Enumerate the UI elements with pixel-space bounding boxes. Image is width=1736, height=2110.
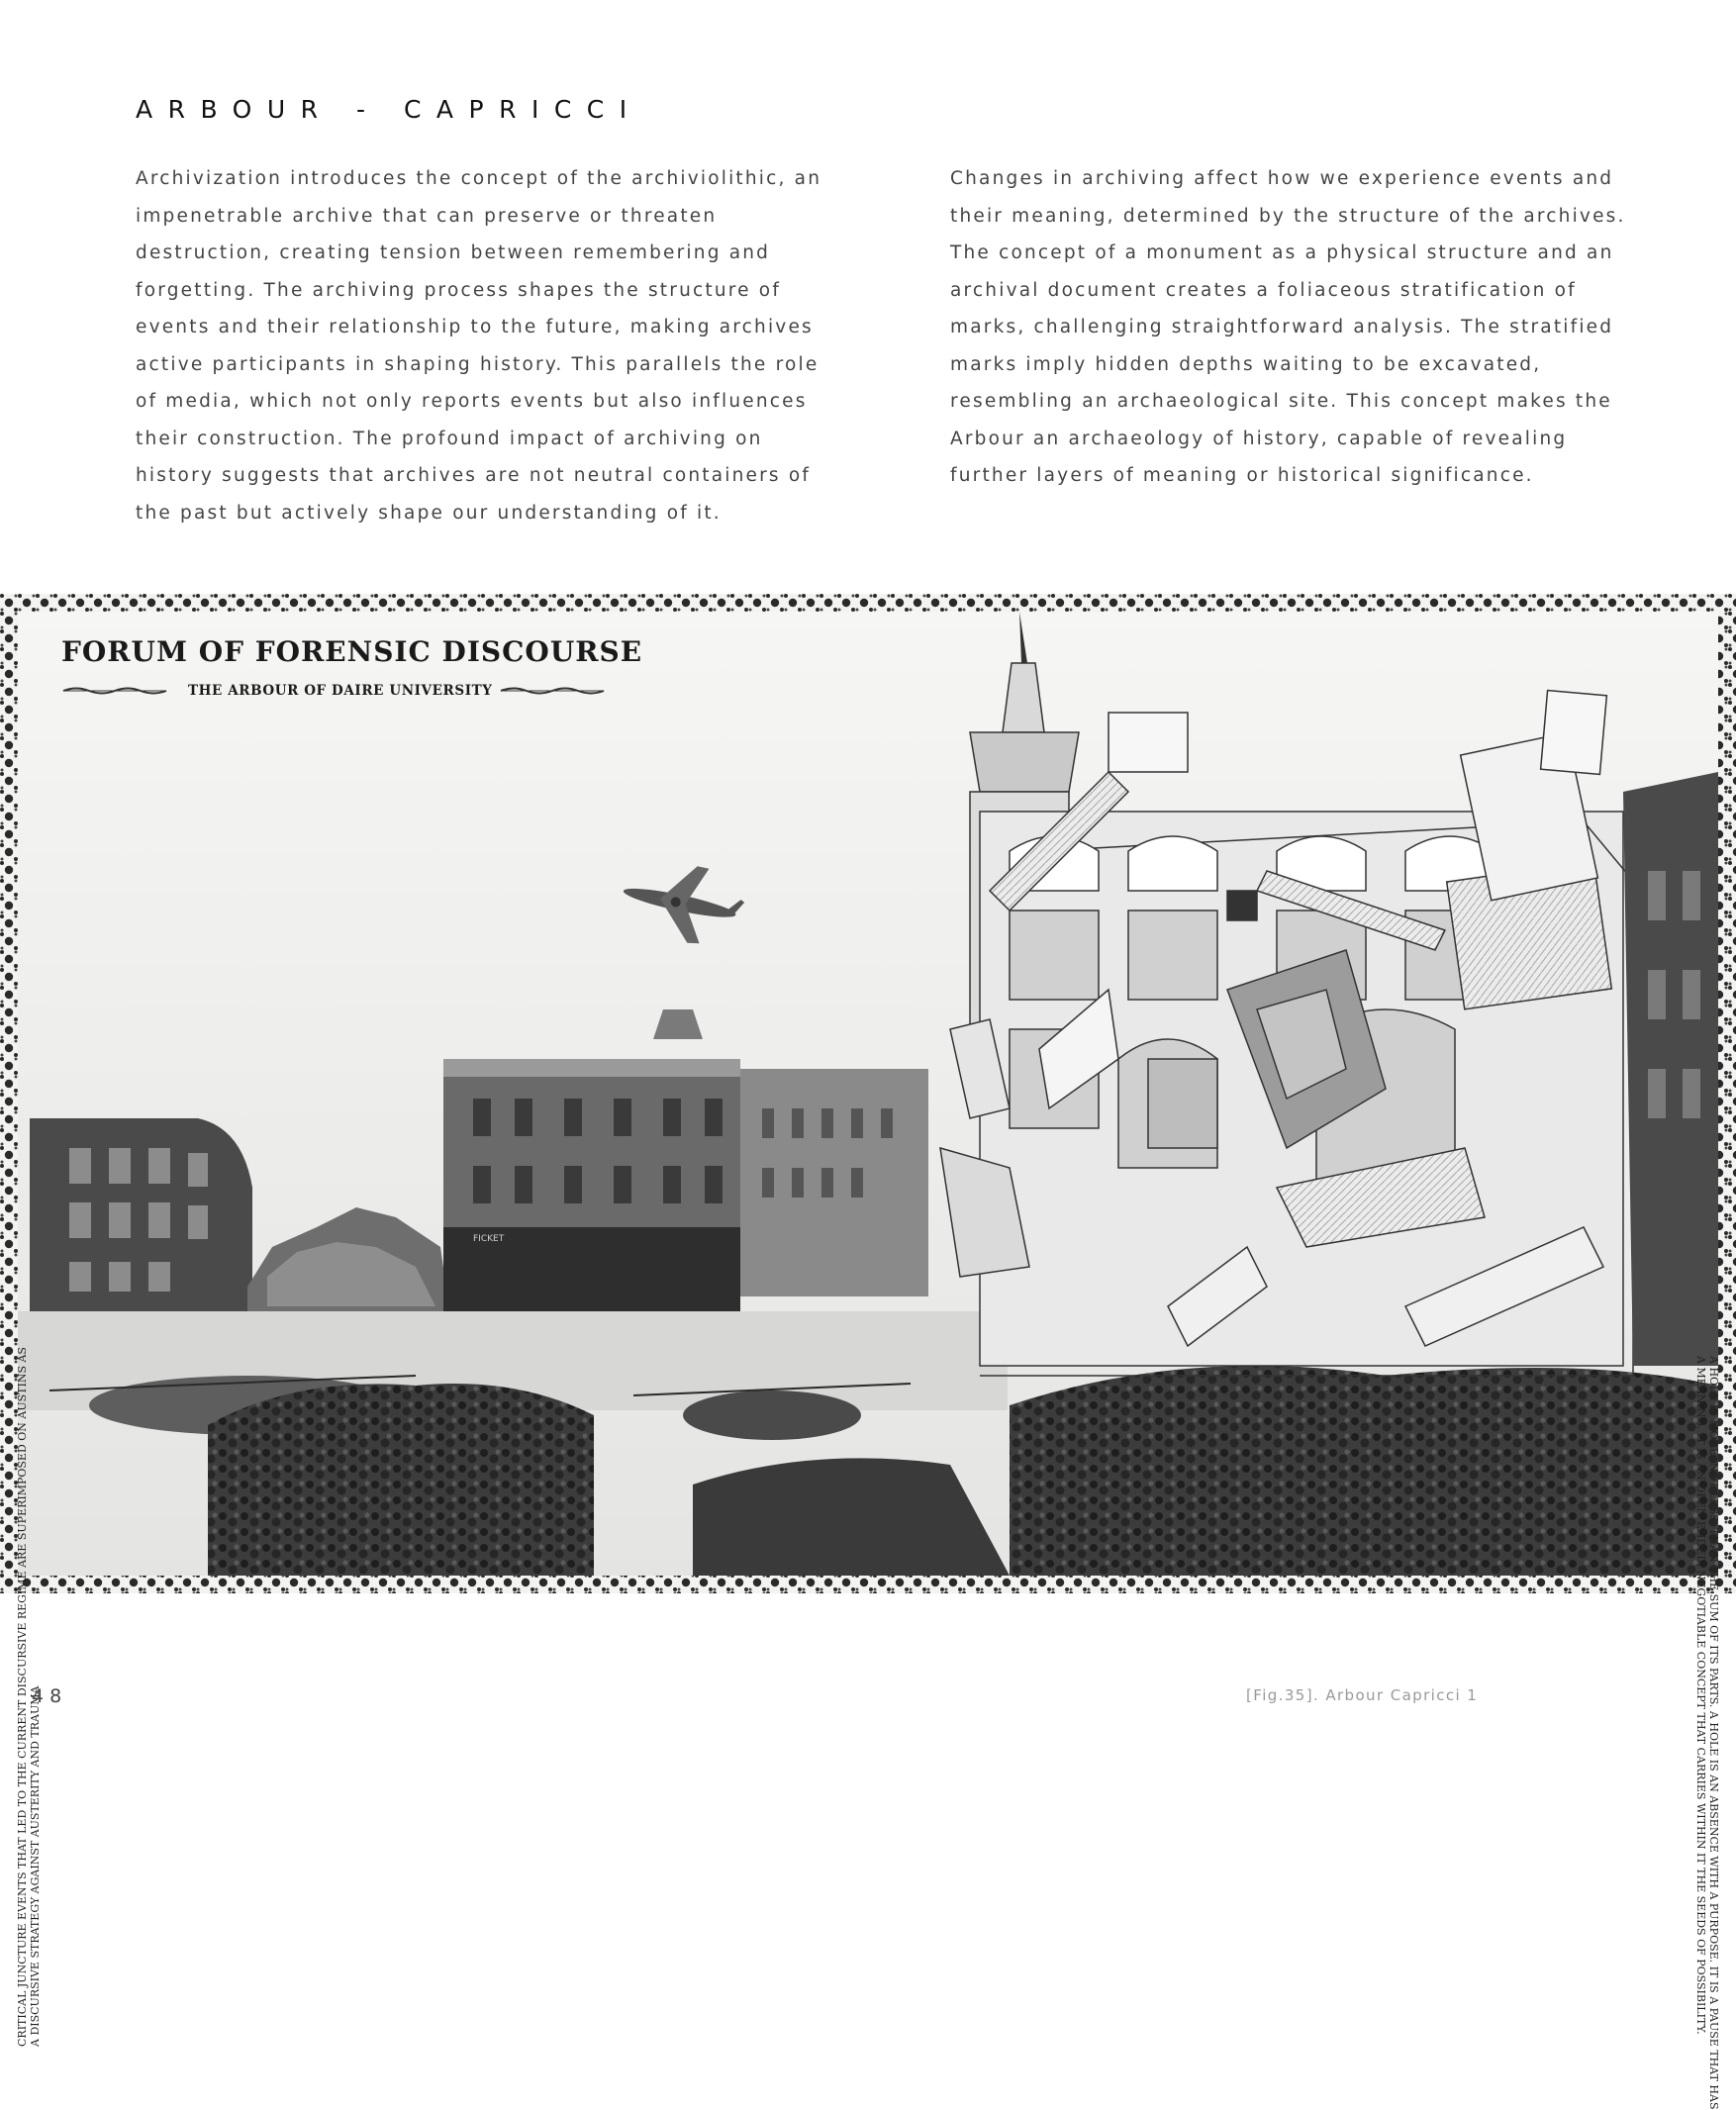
figure-subtitle: THE ARBOUR OF DAIRE UNIVERSITY — [188, 683, 493, 699]
page-title: ARBOUR - CAPRICCI — [136, 95, 642, 124]
collage-artwork — [0, 594, 1736, 1593]
page-number: 48 — [32, 1685, 68, 1707]
body-paragraph-left: Archivization introduces the concept of the archiviolithic, an impenetrable archive that can preserve or threaten destruction, creating tension between remembering and forgetting. The archiving process shapes the structure of events and their relationship to the future, making archives active participants in shaping history. This parallels the role of media, which not only reports events but also influences their construction. The profound impact of archiving on history suggests that archives are not neutral containers of the past but actively shape our understanding of it. — [136, 168, 822, 524]
figure-title: FORUM OF FORENSIC DISCOURSE — [61, 635, 643, 668]
title-ornament-left — [63, 686, 166, 696]
title-ornament-right — [501, 686, 604, 696]
side-text-right-content: A HOLE IS MORE, NOT LESS, THAN THE SUM OF ITS PARTS. A HOLE IS AN ABSENCE WITH A PURPOSE. IT IS A PAUSE THAT HAS A MEANING. IT IS AN OPEN ENDED, NEGOTIABLE CONCEPT THAT CARRIES WITHIN IT THE SEEDS OF POSSIBILITY. — [1694, 1356, 1720, 2110]
side-text-right — [1694, 1356, 1720, 2110]
shop-sign: FICKET — [473, 1234, 505, 1244]
body-paragraph-right: Changes in archiving affect how we experience events and their meaning, determined by the structure of the archives. The concept of a monument as a physical structure and an archival document creates a foliaceous stratification of marks, challenging straightforward analysis. The stratified marks imply hidden depths waiting to be excavated, resembling an archaeological site. This concept makes the Arbour an archaeology of history, capable of revealing further layers of meaning or historical significance. — [950, 168, 1626, 486]
side-text-left-content: CRITICAL JUNCTURE EVENTS THAT LED TO THE CURRENT DISCURSIVE REGIME ARE SUPERIMPOSED ON AUSTINS AS A DISCURSIVE STRATEGY AGAINST AUSTERITY AND TRAUMA — [16, 1347, 42, 2047]
figure-caption: [Fig.35]. Arbour Capricci 1 — [1246, 1686, 1479, 1704]
